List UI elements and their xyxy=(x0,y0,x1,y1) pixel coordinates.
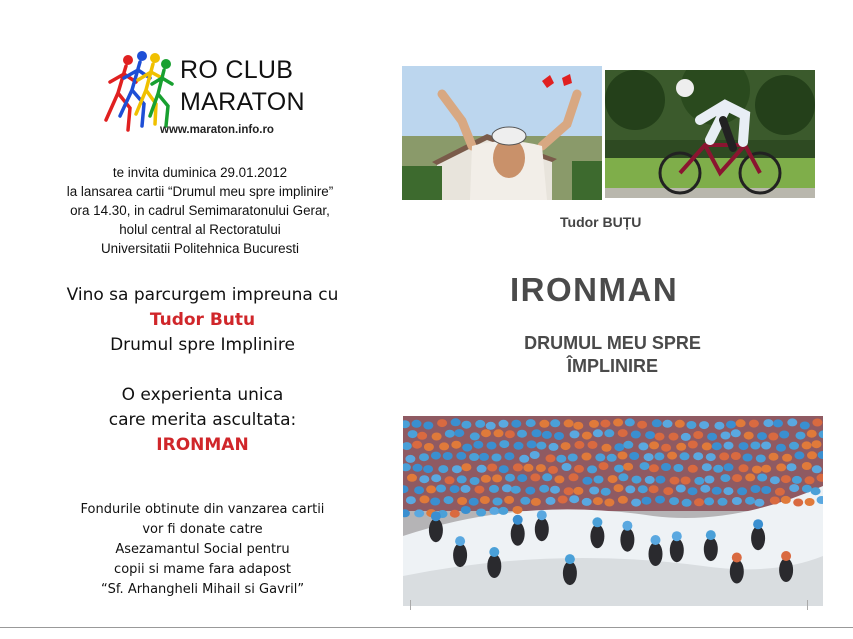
pitch-line: care merita ascultata: xyxy=(108,410,297,430)
spacer xyxy=(40,358,365,383)
bottom-rule xyxy=(0,627,853,628)
invitation-line: la lansarea cartii “Drumul meu spre implinire” xyxy=(66,184,334,199)
logo-title-line2: MARATON xyxy=(180,88,305,116)
cyclist-photo xyxy=(605,70,815,198)
invitation-line: ora 14.30, in cadrul Semimaratonului Gerar, xyxy=(70,203,330,218)
funds-line: “Sf. Arhangheli Mihail si Gavril” xyxy=(100,582,305,597)
author-name-highlight: Tudor Butu xyxy=(149,310,256,330)
funds-line: Fondurile obtinute din vanzarea cartii xyxy=(80,502,325,517)
crop-mark xyxy=(807,600,808,610)
pitch-text xyxy=(40,283,365,458)
pitch-line: O experienta unica xyxy=(121,385,284,405)
funds-line: Asezamantul Social pentru xyxy=(115,542,290,557)
cover-title: IRONMAN xyxy=(510,271,679,308)
cover-subtitle xyxy=(495,332,730,378)
ironman-highlight: IRONMAN xyxy=(156,435,249,455)
logo-title-line1: RO CLUB xyxy=(180,56,294,84)
funds-line: vor fi donate catre xyxy=(142,522,263,537)
celebration-photo xyxy=(402,66,602,200)
club-logo xyxy=(98,48,318,143)
invitation-text xyxy=(40,163,360,258)
pitch-line: Drumul spre Implinire xyxy=(110,335,295,355)
cover-subtitle-line: DRUMUL MEU SPRE xyxy=(524,333,701,353)
logo-url: www.maraton.info.ro xyxy=(160,124,274,136)
swim-start-photo xyxy=(403,416,823,606)
cover-subtitle-line: ÎMPLINIRE xyxy=(566,356,658,376)
book-cover xyxy=(400,30,830,620)
crop-mark xyxy=(410,600,411,610)
invitation-panel xyxy=(0,0,400,639)
cover-author: Tudor BUȚU xyxy=(560,214,642,230)
funds-line: copii si mame fara adapost xyxy=(114,562,291,577)
funds-text xyxy=(40,500,365,600)
invitation-line: te invita duminica 29.01.2012 xyxy=(112,165,288,180)
invitation-line: holul central al Rectoratului xyxy=(119,222,281,237)
pitch-line: Vino sa parcurgem impreuna cu xyxy=(66,285,339,305)
invitation-line: Universitatii Politehnica Bucuresti xyxy=(101,241,299,256)
